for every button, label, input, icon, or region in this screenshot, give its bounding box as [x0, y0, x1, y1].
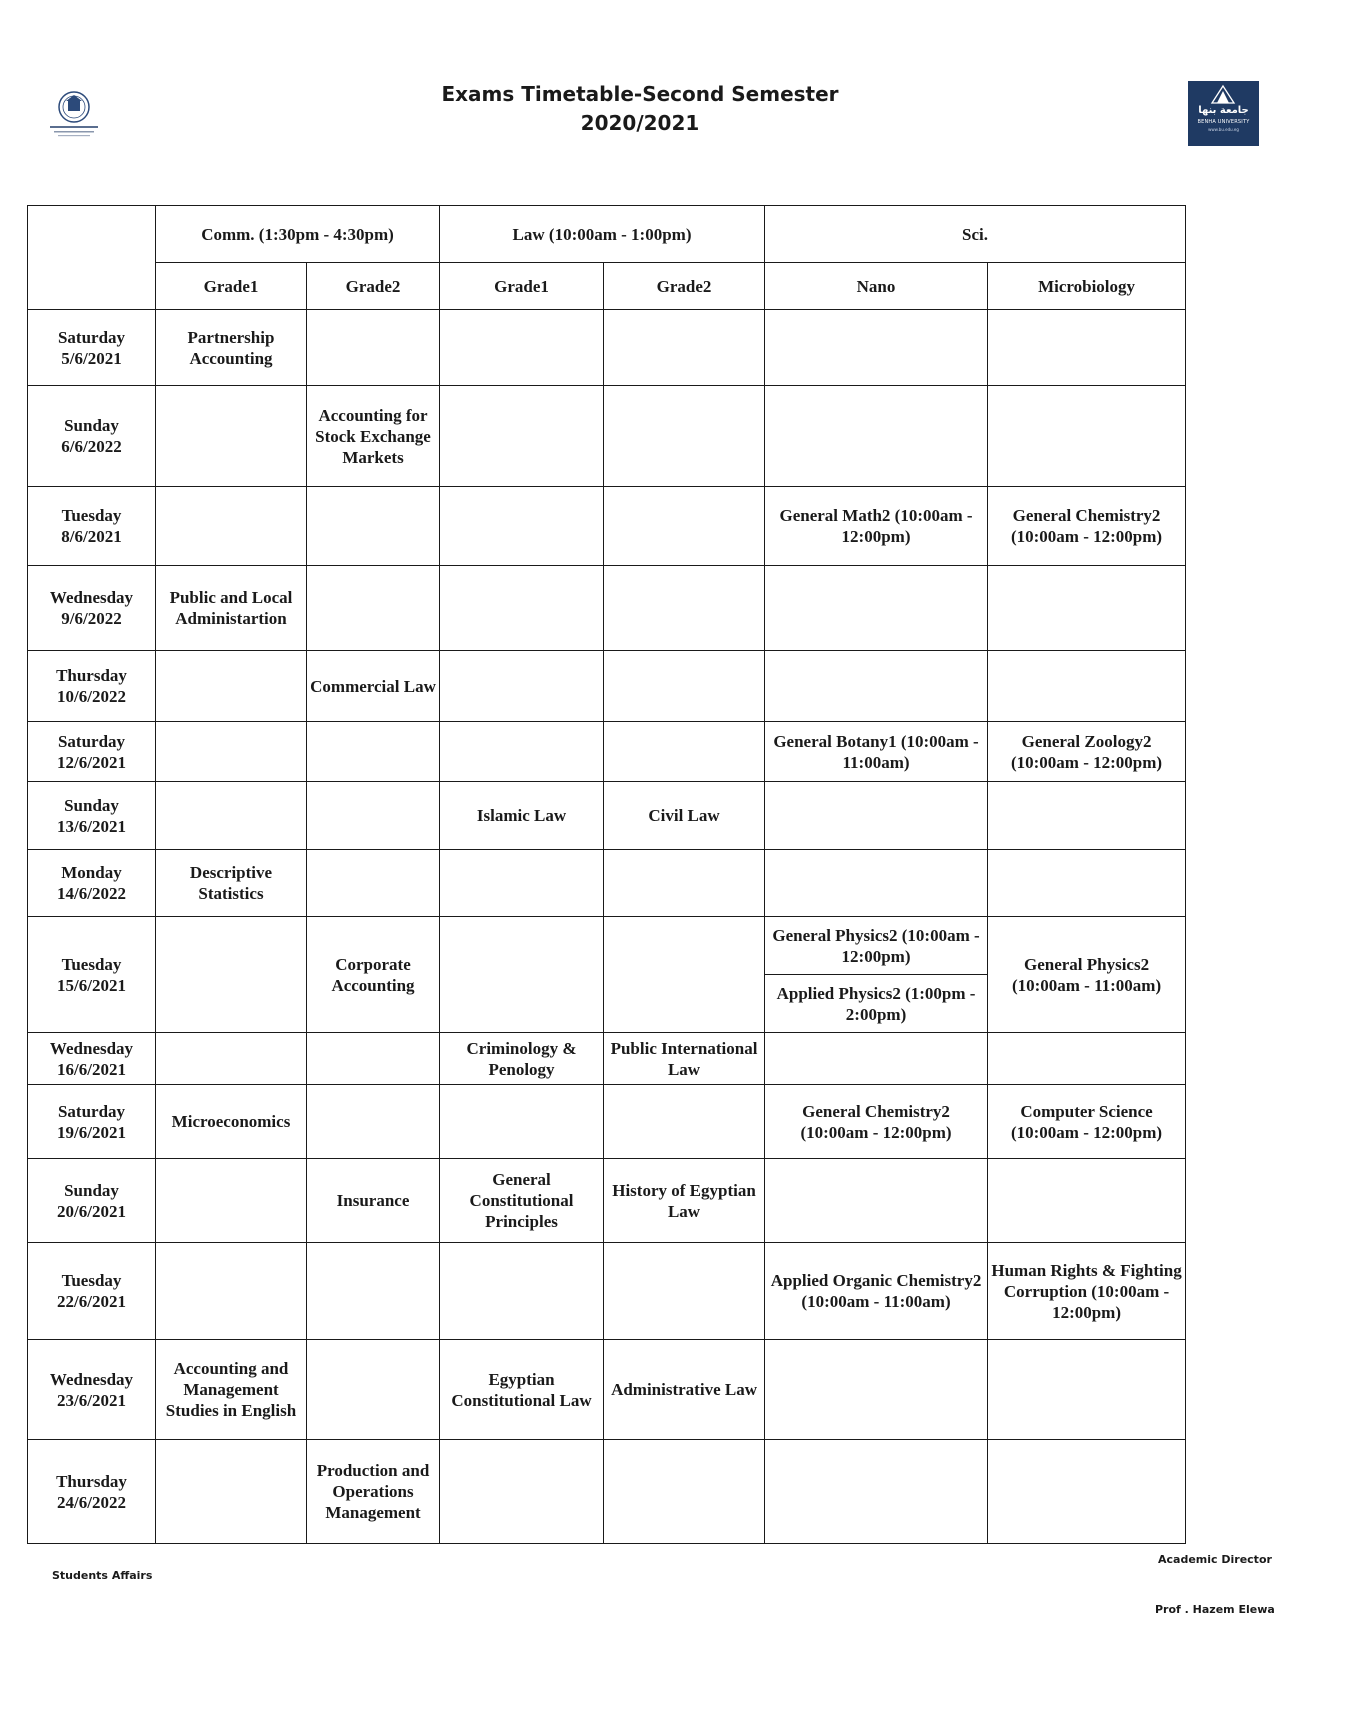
- exam-date: 14/6/2022: [57, 884, 126, 903]
- exam-cell-nano: [765, 782, 988, 850]
- exam-cell-nano: General Botany1 (10:00am - 11:00am): [765, 722, 988, 782]
- exam-cell: [604, 310, 765, 386]
- subheader-cell: Grade2: [604, 263, 765, 310]
- exam-date: 5/6/2021: [61, 348, 122, 368]
- exam-date: 20/6/2021: [57, 1201, 126, 1221]
- exam-cell: [307, 310, 440, 386]
- date-cell: [28, 1440, 156, 1544]
- corner-cell: [28, 206, 156, 310]
- students-affairs-label: Students Affairs: [52, 1569, 153, 1582]
- exam-cell: [156, 487, 307, 566]
- exam-cell: [307, 1033, 440, 1085]
- exam-date: 16/6/2021: [57, 1059, 126, 1079]
- exam-cell: [156, 651, 307, 722]
- exam-cell: [440, 850, 604, 917]
- day-name: Wednesday: [49, 1038, 134, 1058]
- table-row: [28, 722, 1186, 782]
- exam-cell: Administrative Law: [604, 1340, 765, 1440]
- exam-cell: [604, 850, 765, 917]
- subheader-cell: Microbiology: [988, 263, 1186, 310]
- exam-cell-nano: [765, 310, 988, 386]
- day-name: Wednesday: [49, 1369, 134, 1389]
- exam-cell-microbiology: [988, 386, 1186, 487]
- exam-cell-nano: [765, 1340, 988, 1440]
- exam-cell: [604, 487, 765, 566]
- exam-cell-nano: General Physics2 (10:00am - 12:00pm): [765, 917, 988, 975]
- exam-cell: [307, 566, 440, 651]
- exam-date: 19/6/2021: [57, 1122, 126, 1142]
- date-cell: [28, 1085, 156, 1159]
- day-name: Saturday: [57, 1101, 126, 1121]
- date-cell: [28, 487, 156, 566]
- exam-cell-nano: [765, 1033, 988, 1085]
- exam-cell: Production and Operations Management: [307, 1440, 440, 1544]
- exam-cell-microbiology: Computer Science (10:00am - 12:00pm): [988, 1085, 1186, 1159]
- exam-cell: Corporate Accounting: [307, 917, 440, 1033]
- exam-cell-nano: [765, 1159, 988, 1243]
- exam-cell: [440, 386, 604, 487]
- exam-cell: [604, 651, 765, 722]
- day-name: Sunday: [64, 1180, 119, 1200]
- exam-date: 12/6/2021: [57, 752, 126, 772]
- date-cell: [28, 1159, 156, 1243]
- exam-cell-microbiology: Human Rights & Fighting Corruption (10:00am - 12:00pm): [988, 1243, 1186, 1340]
- table-row: [28, 1085, 1186, 1159]
- logo-url: www.bu.edu.eg: [1208, 127, 1239, 132]
- exam-cell-nano: General Math2 (10:00am - 12:00pm): [765, 487, 988, 566]
- day-name: Tuesday: [61, 1271, 122, 1290]
- exam-cell: [604, 566, 765, 651]
- title-line-2: 2020/2021: [580, 111, 700, 135]
- exam-cell: Egyptian Constitutional Law: [440, 1340, 604, 1440]
- exam-cell-microbiology: [988, 782, 1186, 850]
- exam-cell: Descriptive Statistics: [156, 850, 307, 917]
- day-name: Monday: [61, 863, 122, 882]
- day-name: Sunday: [64, 416, 119, 435]
- exam-cell: [156, 917, 307, 1033]
- exam-date: 15/6/2021: [57, 975, 126, 995]
- exam-date: 23/6/2021: [57, 1390, 126, 1410]
- exam-cell-microbiology: [988, 1440, 1186, 1544]
- exam-cell: [440, 566, 604, 651]
- exam-cell: Microeconomics: [156, 1085, 307, 1159]
- exam-cell: Islamic Law: [440, 782, 604, 850]
- exam-date: 6/6/2022: [61, 437, 122, 456]
- title-line-1: Exams Timetable-Second Semester: [441, 82, 839, 106]
- exam-cell-nano: [765, 386, 988, 487]
- exam-cell-microbiology: General Chemistry2 (10:00am - 12:00pm): [988, 487, 1186, 566]
- exam-cell-microbiology: [988, 1159, 1186, 1243]
- logo-arabic-name: جامعة بنها: [1198, 105, 1249, 116]
- day-name: Sunday: [64, 795, 119, 815]
- exam-date: 8/6/2021: [61, 527, 122, 546]
- exam-cell: [307, 487, 440, 566]
- exam-cell: [440, 722, 604, 782]
- day-name: Thursday: [56, 666, 127, 685]
- exam-cell-microbiology: [988, 310, 1186, 386]
- subheader-cell: Grade1: [156, 263, 307, 310]
- exam-cell: [604, 1085, 765, 1159]
- table-row: [28, 782, 1186, 850]
- table-row: [28, 651, 1186, 722]
- exam-cell-microbiology: General Physics2 (10:00am - 11:00am): [988, 917, 1186, 1033]
- exams-timetable: [27, 205, 1186, 1544]
- table-row: [28, 850, 1186, 917]
- exam-date: 13/6/2021: [57, 816, 126, 836]
- date-cell: [28, 782, 156, 850]
- table-row: [28, 1340, 1186, 1440]
- exam-cell: [156, 1243, 307, 1340]
- exam-cell: [440, 487, 604, 566]
- exam-cell: [604, 1243, 765, 1340]
- subheader-row: [28, 263, 1186, 310]
- table-row: [28, 1159, 1186, 1243]
- exam-cell-microbiology: [988, 850, 1186, 917]
- exam-cell-microbiology: General Zoology2 (10:00am - 12:00pm): [988, 722, 1186, 782]
- exam-cell: [156, 1033, 307, 1085]
- exam-date: 9/6/2022: [61, 609, 122, 628]
- date-cell: [28, 917, 156, 1033]
- exam-cell-microbiology: [988, 566, 1186, 651]
- exam-cell: Accounting for Stock Exchange Markets: [307, 386, 440, 487]
- table-row: [28, 1033, 1186, 1085]
- exam-cell-nano: Applied Organic Chemistry2 (10:00am - 11:00am): [765, 1243, 988, 1340]
- date-cell: [28, 651, 156, 722]
- day-name: Tuesday: [61, 506, 122, 525]
- date-cell: [28, 1033, 156, 1085]
- group-header-law: Law (10:00am - 1:00pm): [440, 206, 765, 263]
- group-header-comm: Comm. (1:30pm - 4:30pm): [156, 206, 440, 263]
- exam-cell: [440, 1085, 604, 1159]
- exam-cell-nano: General Chemistry2 (10:00am - 12:00pm): [765, 1085, 988, 1159]
- day-name: Tuesday: [61, 954, 122, 974]
- date-cell: [28, 386, 156, 487]
- document-title: [0, 80, 1280, 138]
- exam-cell-microbiology: [988, 651, 1186, 722]
- exam-cell: Criminology & Penology: [440, 1033, 604, 1085]
- date-cell: [28, 1340, 156, 1440]
- exam-cell: Public and Local Administartion: [156, 566, 307, 651]
- exam-cell-nano: Applied Physics2 (1:00pm - 2:00pm): [765, 975, 988, 1033]
- date-cell: [28, 722, 156, 782]
- exam-cell: [307, 722, 440, 782]
- date-cell: [28, 310, 156, 386]
- exam-cell: [156, 722, 307, 782]
- university-emblem-logo: [44, 88, 104, 144]
- exam-cell: [604, 722, 765, 782]
- exam-cell: [156, 782, 307, 850]
- exam-date: 10/6/2022: [57, 687, 126, 706]
- subheader-cell: Nano: [765, 263, 988, 310]
- exam-cell: Insurance: [307, 1159, 440, 1243]
- day-name: Saturday: [57, 731, 126, 751]
- exam-cell: General Constitutional Principles: [440, 1159, 604, 1243]
- exam-cell-nano: [765, 566, 988, 651]
- exam-cell: [307, 782, 440, 850]
- director-name: Prof . Hazem Elewa: [1155, 1603, 1275, 1616]
- exam-cell-microbiology: [988, 1033, 1186, 1085]
- academic-director-label: Academic Director: [1158, 1553, 1272, 1566]
- exam-cell: Public International Law: [604, 1033, 765, 1085]
- exam-cell: [440, 310, 604, 386]
- table-row: [28, 310, 1186, 386]
- table-row: [28, 487, 1186, 566]
- exam-cell: [604, 1440, 765, 1544]
- table-row: [28, 386, 1186, 487]
- benha-university-logo: [1188, 81, 1259, 146]
- exam-cell: [440, 1440, 604, 1544]
- exam-cell: [307, 1085, 440, 1159]
- date-cell: [28, 566, 156, 651]
- exam-cell: [156, 386, 307, 487]
- exam-cell: Commercial Law: [307, 651, 440, 722]
- exam-date: 22/6/2021: [57, 1292, 126, 1311]
- day-name: Wednesday: [49, 588, 134, 607]
- day-name: Saturday: [57, 327, 126, 347]
- exam-cell: Civil Law: [604, 782, 765, 850]
- day-name: Thursday: [56, 1471, 127, 1491]
- exam-cell: [307, 850, 440, 917]
- exam-cell-nano: [765, 651, 988, 722]
- exam-date: 24/6/2022: [57, 1492, 126, 1512]
- pyramid-emblem-icon: [1188, 83, 1259, 105]
- subheader-cell: Grade1: [440, 263, 604, 310]
- date-cell: [28, 850, 156, 917]
- exam-cell: [307, 1340, 440, 1440]
- table-row: [28, 1243, 1186, 1340]
- exam-cell-nano: [765, 1440, 988, 1544]
- exam-cell: [156, 1159, 307, 1243]
- exam-cell: [440, 1243, 604, 1340]
- exam-cell: Partnership Accounting: [156, 310, 307, 386]
- exam-cell: Accounting and Management Studies in English: [156, 1340, 307, 1440]
- table-row: [28, 1440, 1186, 1544]
- table-row: [28, 917, 1186, 975]
- table-row: [28, 566, 1186, 651]
- logo-english-name: BENHA UNIVERSITY: [1197, 119, 1250, 125]
- exam-cell: [604, 917, 765, 1033]
- exam-cell: [307, 1243, 440, 1340]
- group-header-row: [28, 206, 1186, 263]
- group-header-sci: Sci.: [765, 206, 1186, 263]
- exam-cell: [604, 386, 765, 487]
- exam-cell: History of Egyptian Law: [604, 1159, 765, 1243]
- subheader-cell: Grade2: [307, 263, 440, 310]
- exam-cell: [440, 917, 604, 1033]
- exam-cell-nano: [765, 850, 988, 917]
- exam-cell: [440, 651, 604, 722]
- exam-cell-microbiology: [988, 1340, 1186, 1440]
- exam-cell: [156, 1440, 307, 1544]
- date-cell: [28, 1243, 156, 1340]
